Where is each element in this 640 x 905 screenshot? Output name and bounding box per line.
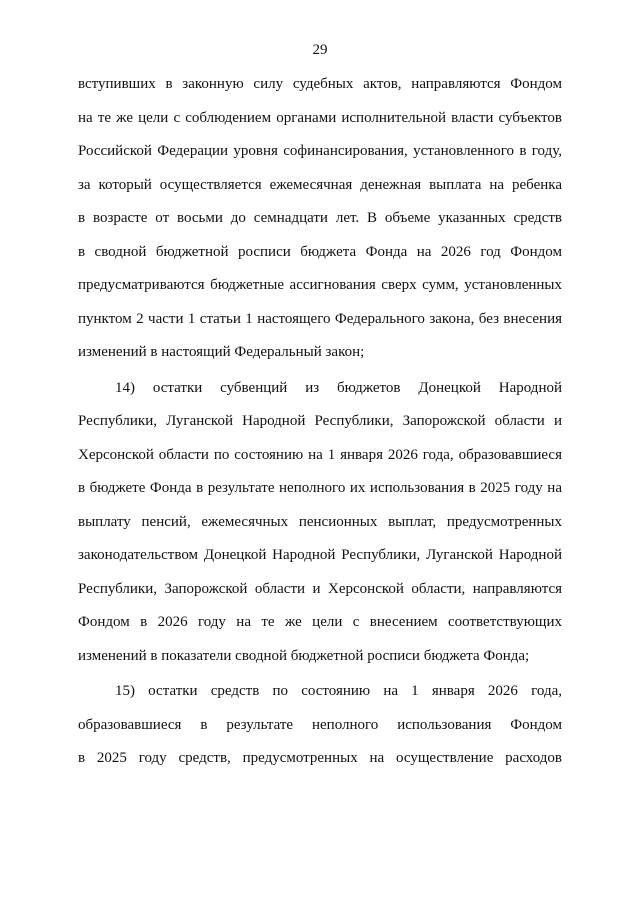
document-body xyxy=(78,74,562,782)
page-number: 29 xyxy=(312,42,328,58)
text-line: изменений в настоящий Федеральный закон; xyxy=(78,344,365,360)
text-line: Российской Федерации уровня софинансирования, установленного в году, xyxy=(78,143,562,159)
text-line: предусматриваются бюджетные ассигнования сверх сумм, установленных xyxy=(78,277,562,293)
text-line: вступивших в законную силу судебных актов, направляются Фондом xyxy=(78,76,562,92)
text-line: за который осуществляется ежемесячная денежная выплата на ребенка xyxy=(78,176,562,193)
text-line: 14) остатки субвенций из бюджетов Донецкой Народной xyxy=(115,379,562,396)
text-line: изменений в показатели сводной бюджетной росписи бюджета Фонда; xyxy=(78,647,530,664)
text-line: образовавшиеся в результате неполного использования Фондом xyxy=(78,716,562,733)
text-line: Республики, Луганской Народной Республики, Запорожской области и xyxy=(78,413,562,429)
paragraph-continuation xyxy=(78,74,562,376)
text-line: 15) остатки средств по состоянию на 1 января 2026 года, xyxy=(115,683,562,699)
text-line: пунктом 2 части 1 статьи 1 настоящего Федерального закона, без внесения xyxy=(78,310,562,327)
text-line: в 2025 году средств, предусмотренных на осуществление расходов xyxy=(78,750,562,766)
paragraph-item-14 xyxy=(78,378,562,680)
text-line: в бюджете Фонда в результате неполного их использования в 2025 году на xyxy=(78,480,562,496)
text-line: на те же цели с соблюдением органами исполнительной власти субъектов xyxy=(78,109,562,126)
text-line: законодательством Донецкой Народной Республики, Луганской Народной xyxy=(78,547,562,563)
text-line: в сводной бюджетной росписи бюджета Фонда на 2026 год Фондом xyxy=(78,243,562,260)
text-line: Фондом в 2026 году на те же цели с внесением соответствующих xyxy=(78,614,562,630)
text-line: Херсонской области по состоянию на 1 января 2026 года, образовавшиеся xyxy=(78,446,562,463)
text-line: в возрасте от восьми до семнадцати лет. В объеме указанных средств xyxy=(78,210,562,226)
paragraph-item-15 xyxy=(78,681,562,782)
text-line: выплату пенсий, ежемесячных пенсионных выплат, предусмотренных xyxy=(78,513,562,530)
text-line: Республики, Запорожской области и Херсонской области, направляются xyxy=(78,580,562,597)
